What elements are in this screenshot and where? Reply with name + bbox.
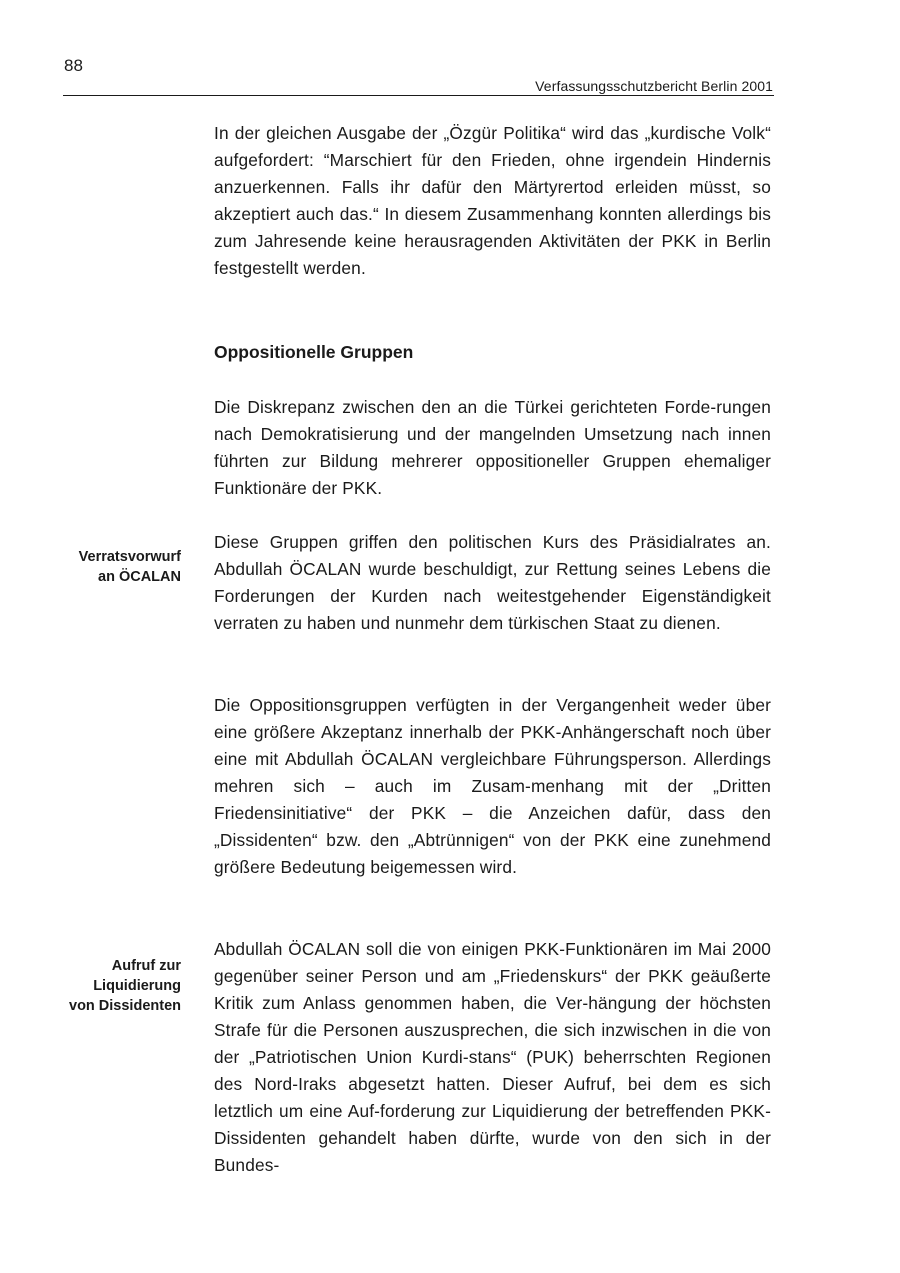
paragraph-text: In der gleichen Ausgabe der „Özgür Politika“ wird das „kurdische Volk“ aufgefordert: “Marschiert für den Frieden, ohne irgendein Hindernis anzuerkennen. Falls ihr dafür den Märtyrertod erleiden müsst, so akzeptiert auch das.“ In diesem Zusammenhang konnten allerdings bis zum Jahresende keine herausragenden Aktivitäten der PKK in Berlin festgestellt werden. — [214, 123, 771, 278]
body-paragraph-diskrepanz — [214, 394, 771, 502]
paragraph-text: Die Diskrepanz zwischen den an die Türkei gerichteten Forde-rungen nach Demokratisierung und der mangelnden Umsetzung nach innen führten zur Bildung mehrerer oppositioneller Gruppen ehemaliger Funktionäre der PKK. — [214, 397, 771, 498]
paragraph-text: Abdullah ÖCALAN soll die von einigen PKK-Funktionären im Mai 2000 gegenüber seiner Person und am „Friedenskurs“ der PKK geäußerte Kritik zum Anlass genommen haben, die Ver-hängung der höchsten Strafe für die Personen auszusprechen, die sich inzwischen in die von der „Patriotischen Union Kurdi-stans“ (PUK) beherrschten Regionen des Nord-Iraks abgesetzt hatten. Dieser Aufruf, bei dem es sich letztlich um eine Auf-forderung zur Liquidierung der betreffenden PKK-Dissidenten gehandelt haben dürfte, wurde von den sich in der Bundes- — [214, 939, 771, 1175]
header-rule — [63, 95, 774, 96]
body-paragraph-opposition — [214, 692, 771, 881]
body-paragraph-gruppen — [214, 529, 771, 637]
section-heading: Oppositionelle Gruppen — [214, 342, 414, 362]
margin-note-verrat: Verratsvorwurf an ÖCALAN — [78, 549, 181, 585]
page-number: 88 — [64, 56, 83, 75]
body-paragraph-intro — [214, 120, 771, 282]
paragraph-text: Diese Gruppen griffen den politischen Kurs des Präsidialrates an. Abdullah ÖCALAN wurde beschuldigt, zur Rettung seines Lebens die Forderungen der Kurden nach weitestgehender Eigenständigkeit verraten zu haben und nunmehr dem türkischen Staat zu dienen. — [214, 532, 771, 633]
running-header: Verfassungsschutzbericht Berlin 2001 — [535, 78, 773, 94]
body-paragraph-ocalan — [214, 936, 771, 1179]
margin-note-aufruf: Aufruf zur Liquidierung von Dissidenten — [69, 958, 181, 1014]
paragraph-text: Die Oppositionsgruppen verfügten in der Vergangenheit weder über eine größere Akzeptanz innerhalb der PKK-Anhängerschaft noch über eine mit Abdullah ÖCALAN vergleichbare Führungsperson. Allerdings mehren sich – auch im Zusam-menhang mit der „Dritten Friedensinitiative“ der PKK – die Anzeichen dafür, dass den „Dissidenten“ bzw. den „Abtrünnigen“ von der PKK eine zunehmend größere Bedeutung beigemessen wird. — [214, 695, 771, 877]
